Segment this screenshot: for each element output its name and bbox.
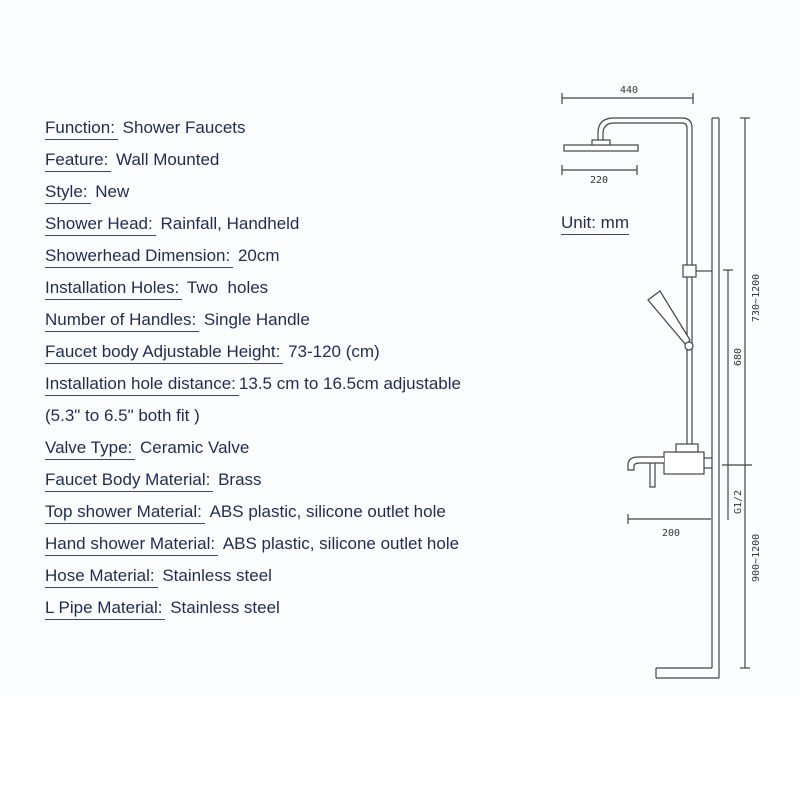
spec-value: Stainless steel: [162, 566, 272, 585]
spec-value: Ceramic Valve: [140, 438, 250, 457]
spec-value: Stainless steel: [170, 598, 280, 617]
mixer-valve-body: [664, 444, 712, 474]
spec-key: Hose Material:: [45, 565, 158, 588]
spec-key: Function:: [45, 117, 118, 140]
spec-key: Installation hole distance:: [45, 373, 239, 396]
spec-value: 73-120 (cm): [288, 342, 380, 361]
hand-shower: [648, 291, 693, 350]
spec-key: Faucet body Adjustable Height:: [45, 341, 283, 364]
spec-key: Number of Handles:: [45, 309, 199, 332]
spec-key: Showerhead Dimension:: [45, 245, 233, 268]
spec-value: Shower Faucets: [122, 118, 246, 137]
dim-label-mid-height: 680: [733, 347, 744, 366]
dimension-line-upper-range: [740, 118, 750, 465]
spec-value: New: [95, 182, 130, 201]
dim-label-spout-reach: 200: [662, 528, 681, 539]
spec-key: Feature:: [45, 149, 111, 172]
dimension-line-spout-reach: [628, 514, 711, 524]
spec-value: 20cm: [237, 246, 280, 265]
unit-label: Unit: mm: [561, 212, 629, 235]
spec-key: Hand shower Material:: [45, 533, 218, 556]
dim-label-head-width: 220: [590, 175, 609, 186]
spec-value: 13.5 cm to 16.5cm adjustable: [238, 374, 461, 393]
spec-value: Brass: [218, 470, 262, 489]
dim-label-lower-range: 900~1200: [751, 533, 762, 582]
spec-value: Single Handle: [203, 310, 310, 329]
spec-key: Shower Head:: [45, 213, 156, 236]
main-riser-pipe: [687, 148, 692, 452]
spec-value: Wall Mounted: [116, 150, 220, 169]
rain-shower-head: [564, 140, 638, 151]
spec-value: Rainfall, Handheld: [160, 214, 300, 233]
mixer-lever: [650, 463, 655, 487]
spec-note: (5.3" to 6.5" both fit ): [45, 406, 200, 425]
spec-key: Style:: [45, 181, 91, 204]
dim-label-thread: G1/2: [733, 489, 744, 514]
dimension-line-mid-height: [723, 270, 733, 465]
dim-label-upper-range: 730~1200: [751, 273, 762, 322]
spec-value: ABS plastic, silicone outlet hole: [222, 534, 460, 553]
spec-key: L Pipe Material:: [45, 597, 165, 620]
slide-bracket: [683, 265, 696, 277]
spec-key: Valve Type:: [45, 437, 135, 460]
spec-value: Two holes: [186, 278, 269, 297]
dim-label-top-width: 440: [620, 85, 639, 96]
spec-key: Top shower Material:: [45, 501, 205, 524]
bath-spout: [628, 457, 664, 470]
spec-key: Faucet Body Material:: [45, 469, 213, 492]
spec-key: Installation Holes:: [45, 277, 182, 300]
dimension-line-head-width: [562, 165, 637, 175]
spec-value: ABS plastic, silicone outlet hole: [209, 502, 446, 521]
